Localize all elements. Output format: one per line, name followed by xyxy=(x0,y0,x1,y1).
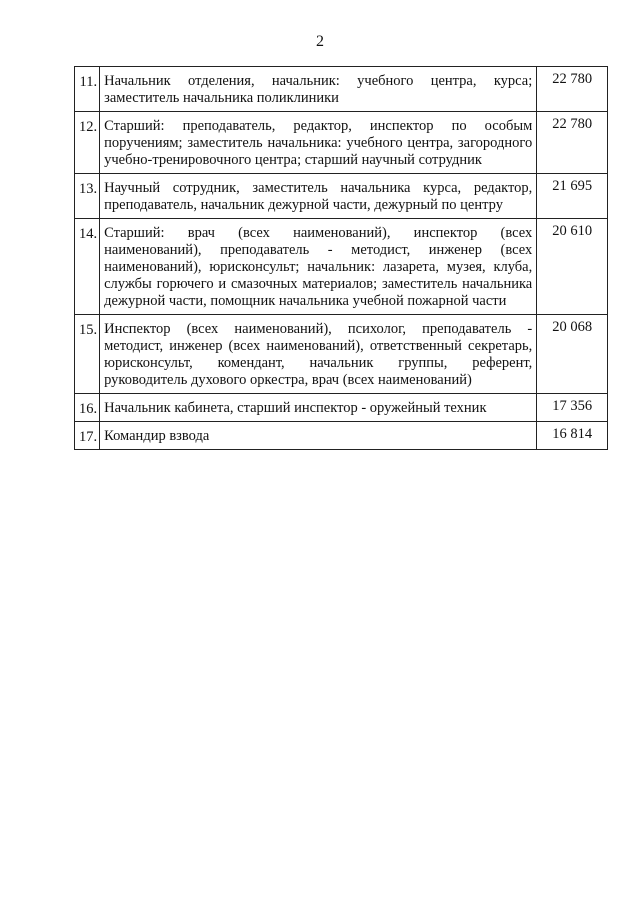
salary-table xyxy=(74,66,608,450)
table-row xyxy=(75,315,608,394)
salary-amount: 16 814 xyxy=(537,422,608,450)
table-row xyxy=(75,422,608,450)
table-row xyxy=(75,112,608,174)
salary-amount: 21 695 xyxy=(537,174,608,219)
salary-amount: 22 780 xyxy=(537,67,608,112)
position-description: Старший: врач (всех наименований), инспектор (всех наименований), преподаватель - методист, инженер (всех наименований), юрисконсульт; начальник: лазарета, музея, клуба, службы горючего и смазочных материалов; заместитель начальника дежурной части, помощник начальника учебной пожарной части xyxy=(100,219,537,315)
position-description: Начальник отделения, начальник: учебного центра, курса; заместитель начальника поликлиники xyxy=(100,67,537,112)
row-number: 15. xyxy=(75,315,100,394)
row-number: 12. xyxy=(75,112,100,174)
page-number: 2 xyxy=(316,33,324,50)
row-number: 14. xyxy=(75,219,100,315)
position-description: Научный сотрудник, заместитель начальника курса, редактор, преподаватель, начальник дежурной части, дежурный по центру xyxy=(100,174,537,219)
table-row xyxy=(75,394,608,422)
row-number: 13. xyxy=(75,174,100,219)
row-number: 16. xyxy=(75,394,100,422)
position-description: Инспектор (всех наименований), психолог, преподаватель - методист, инженер (всех наименований), ответственный секретарь, юрисконсульт, комендант, начальник группы, референт, руководитель духового оркестра, врач (всех наименований) xyxy=(100,315,537,394)
table-row xyxy=(75,219,608,315)
row-number: 11. xyxy=(75,67,100,112)
position-description: Командир взвода xyxy=(100,422,537,450)
position-description: Старший: преподаватель, редактор, инспектор по особым поручениям; заместитель начальника: учебного центра, загородного учебно-тренировочного центра; старший научный сотрудник xyxy=(100,112,537,174)
salary-amount: 22 780 xyxy=(537,112,608,174)
position-description: Начальник кабинета, старший инспектор - оружейный техник xyxy=(100,394,537,422)
table-row xyxy=(75,174,608,219)
salary-amount: 17 356 xyxy=(537,394,608,422)
salary-amount: 20 610 xyxy=(537,219,608,315)
row-number: 17. xyxy=(75,422,100,450)
salary-amount: 20 068 xyxy=(537,315,608,394)
table-row xyxy=(75,67,608,112)
